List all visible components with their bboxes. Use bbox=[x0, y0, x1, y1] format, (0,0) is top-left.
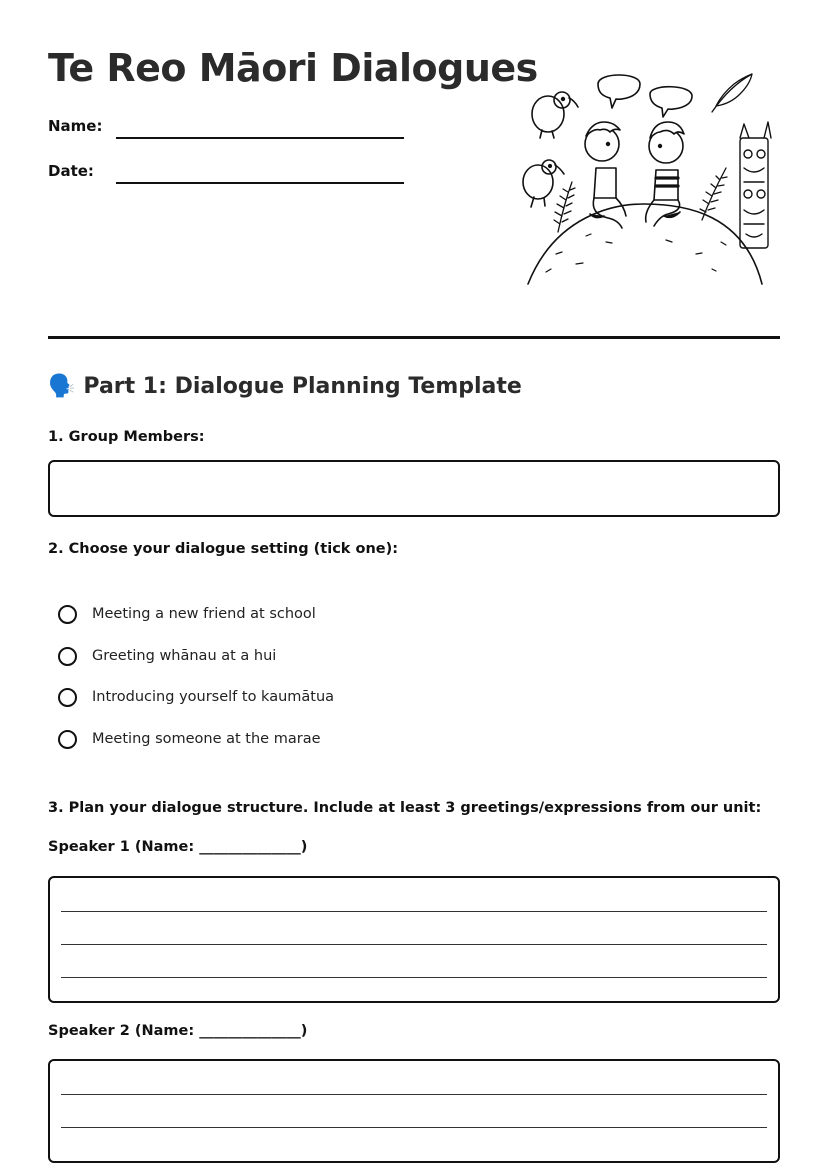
header-divider bbox=[48, 336, 780, 339]
hill-shape bbox=[528, 204, 762, 284]
setting-option-label: Greeting whānau at a hui bbox=[92, 648, 277, 664]
speaking-head-icon: 🗣️ bbox=[48, 374, 76, 399]
writing-line bbox=[61, 911, 767, 912]
page-title: Te Reo Māori Dialogues bbox=[48, 46, 538, 90]
speaker1-writing-box[interactable] bbox=[48, 876, 780, 1003]
carved-pou-totem bbox=[740, 122, 771, 248]
radio-circle-icon[interactable] bbox=[58, 730, 77, 749]
setting-option-label: Introducing yourself to kaumātua bbox=[92, 689, 335, 705]
kiwi-bird-top bbox=[532, 92, 578, 138]
speech-bubble-left bbox=[598, 75, 640, 108]
speaker2-writing-box[interactable] bbox=[48, 1059, 780, 1163]
kiwi-bird-bottom bbox=[523, 160, 564, 207]
date-label: Date: bbox=[48, 162, 94, 180]
group-members-box[interactable] bbox=[48, 460, 780, 517]
kid-left bbox=[585, 122, 626, 228]
feather-top-right bbox=[712, 74, 752, 112]
part1-title-text: Part 1: Dialogue Planning Template bbox=[83, 374, 522, 399]
kid-right bbox=[646, 122, 684, 226]
group-members-label: 1. Group Members: bbox=[48, 429, 205, 445]
dialogue-structure-label: 3. Plan your dialogue structure. Include at least 3 greetings/expressions from our unit: bbox=[48, 800, 762, 816]
writing-line bbox=[61, 1094, 767, 1095]
fern-left bbox=[554, 182, 575, 232]
setting-option[interactable] bbox=[58, 644, 276, 668]
radio-circle-icon[interactable] bbox=[58, 605, 77, 624]
writing-line bbox=[61, 1127, 767, 1128]
radio-circle-icon[interactable] bbox=[58, 647, 77, 666]
name-input-line[interactable] bbox=[116, 137, 404, 139]
writing-line bbox=[61, 977, 767, 978]
kids-talking-illustration bbox=[516, 64, 782, 288]
setting-option[interactable] bbox=[58, 602, 316, 626]
writing-line bbox=[61, 944, 767, 945]
name-label: Name: bbox=[48, 117, 103, 135]
speaker2-label: Speaker 2 (Name: ______________) bbox=[48, 1023, 308, 1039]
part1-title bbox=[48, 374, 522, 399]
radio-circle-icon[interactable] bbox=[58, 688, 77, 707]
setting-question-label: 2. Choose your dialogue setting (tick one): bbox=[48, 541, 399, 557]
speaker1-label: Speaker 1 (Name: ______________) bbox=[48, 839, 308, 855]
setting-option-label: Meeting someone at the marae bbox=[92, 731, 321, 747]
setting-option[interactable] bbox=[58, 685, 334, 709]
date-input-line[interactable] bbox=[116, 182, 404, 184]
speech-bubble-right bbox=[650, 87, 692, 117]
setting-option[interactable] bbox=[58, 727, 321, 751]
fern-right bbox=[700, 168, 727, 220]
setting-option-label: Meeting a new friend at school bbox=[92, 606, 316, 622]
